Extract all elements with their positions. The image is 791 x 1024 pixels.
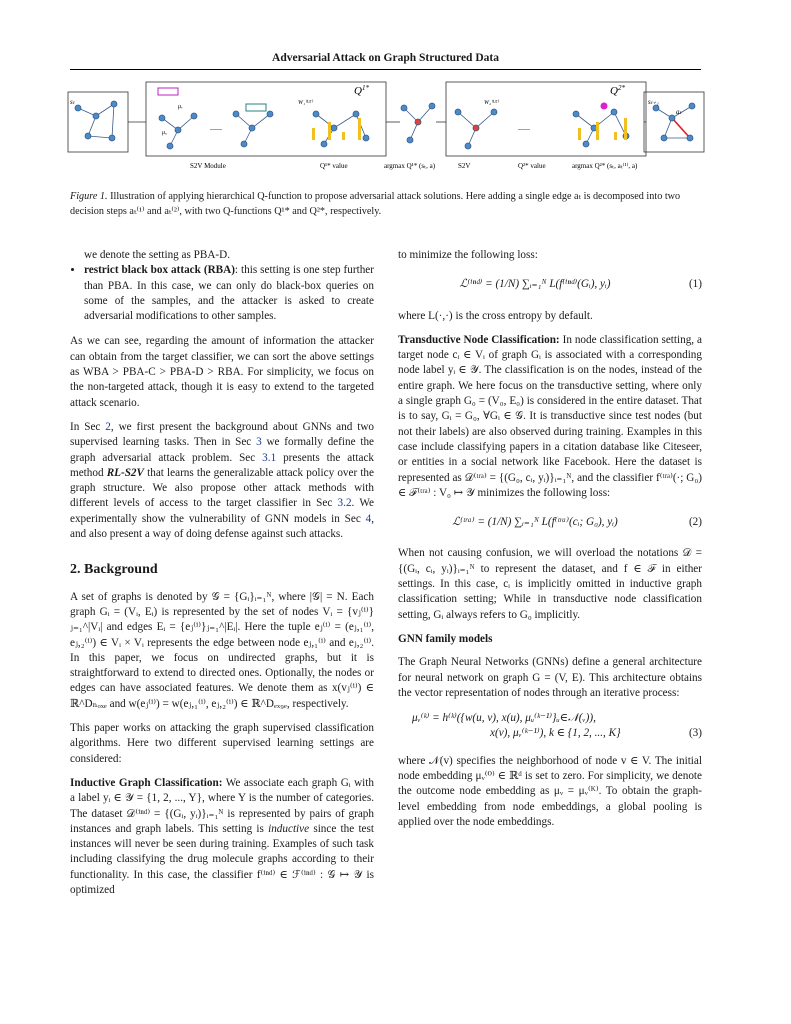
section-ref-link[interactable]: 2	[105, 420, 111, 433]
label-w1: W₁⁽¹ʲ²⁾	[298, 100, 313, 106]
equation-line-2: x(v), μᵥ⁽ᵏ⁻¹⁾), k ∈ {1, 2, ..., K} (3)	[398, 726, 702, 741]
label-q2-value: Q²* value	[518, 162, 546, 170]
graph-st	[75, 101, 117, 141]
paragraph: where 𝒩(v) specifies the neighborhood of node v ∈ V. The initial node embedding μᵥ⁽⁰⁾ ∈ ℝᵈ is set to zero. For simplicity, we denote the outcome node embedding as μᵥ = μᵥ⁽ᴷ⁾. To obtain the graph-level embedding from node embeddings, a global pooling is applied over the node embeddings.	[398, 754, 702, 828]
q1-letter: Q	[354, 85, 362, 97]
section-ref-link[interactable]: 4	[365, 512, 372, 525]
graph-after-argmax1	[401, 103, 435, 143]
paragraph: This paper works on attacking the graph supervised classification algorithms. Here two different supervised learning settings are considered:	[70, 722, 374, 765]
caption-label: Figure 1.	[70, 191, 108, 202]
section-heading: 2. Background	[70, 562, 158, 578]
q2-sup: 2*	[617, 84, 625, 92]
equation-body: ℒ⁽ᵗʳᵃ⁾ = (1/N) ∑ᵢ₌₁ᴺ L(f⁽ᵗʳᵃ⁾(cᵢ; G₀), yᵢ)	[452, 516, 618, 529]
equation-number: (2)	[688, 516, 702, 529]
method-name: RL-S2V	[106, 466, 144, 479]
label-w2: W₂⁽¹ʲ²⁾	[484, 100, 499, 106]
equation-2	[398, 515, 702, 530]
magenta-node	[601, 103, 608, 110]
rba-label: restrict black box attack (RBA)	[84, 264, 235, 277]
q1-sup: 1*	[361, 84, 369, 92]
paragraph: As we can see, regarding the amount of information the attacker can obtain from the target classifier, we can sort the above settings as WBA > PBA-C > PBA-D > RBA. For simplicity, we focus on the non-targeted attack, though it is easy to extend to the targeted attack scenario.	[70, 335, 374, 409]
equation-number: (1)	[688, 278, 702, 291]
panel-q1	[146, 82, 386, 156]
equation-body: ℒ⁽ⁱⁿᵈ⁾ = (1/N) ∑ᵢ₌₁ᴺ L(f⁽ⁱⁿᵈ⁾(Gᵢ), yᵢ)	[459, 278, 611, 291]
label-dots-1: ......	[210, 123, 222, 132]
caption-text: Illustration of applying hierarchical Q-function to propose adversarial attack solutions. Here adding a single edge aₜ is decomposed into two decision steps aₜ⁽¹⁾ and aₜ⁽²⁾, with two Q-functions Q¹* and Q²*, respectively.	[70, 191, 681, 217]
tnc-label: Transductive Node Classification:	[398, 333, 560, 346]
label-q1-value: Q¹* value	[320, 162, 348, 170]
label-dots-2: ......	[518, 123, 530, 132]
paragraph: When not causing confusion, we will overload the notations 𝒟 = {(Gᵢ, cᵢ, yᵢ)}ᵢ₌₁ᴺ to represent the dataset, and f ∈ ℱ in either settings. In this case, cᵢ is implicitly omitted in inductive graph classification setting; While in transductive node classification setting, Gᵢ always refers to G₀ implicitly.	[398, 547, 702, 621]
graph-q2b	[573, 109, 629, 147]
q2-letter: Q	[610, 85, 618, 97]
paragraph: to minimize the following loss:	[398, 249, 538, 261]
section-ref-link[interactable]: 3.2	[337, 497, 352, 510]
label-argmax2: argmax Q²* (sₜ, aₜ⁽¹⁾, a)	[572, 162, 638, 170]
section-ref-link[interactable]: 3	[256, 436, 262, 449]
label-argmax1: argmax Q¹* (sₜ, a)	[384, 162, 436, 170]
label-q2	[610, 84, 625, 97]
figure-1	[66, 78, 706, 178]
equation-number: (3)	[688, 727, 702, 740]
section-ref-link[interactable]: 3.1	[262, 451, 277, 464]
graph-q2	[455, 109, 497, 149]
subsection-heading: GNN family models	[398, 632, 493, 645]
paragraph-tnc: Transductive Node Classification: In node classification setting, a target node cᵢ ∈ Vᵢ of graph Gᵢ is associated with a corresponding node label yᵢ ∈ 𝒴. The classification is on the nodes, instead of the entire graph. We here focus on the transductive setting, where only a single graph G₀ = (V₀, E₀) is considered in the entire dataset. That is to say, Gᵢ = G₀, ∀Gᵢ ∈ 𝒢. It is transductive since test nodes (but not their labels) are also observed during training. Examples in this case include classifying papers in a citation database like Citeseer, or entities in a social network like Facebook. Here the dataset is represented as 𝒟⁽ᵗʳᵃ⁾ = {(G₀, cᵢ, yᵢ)}ᵢ₌₁ᴺ, and the classifier f⁽ᵗʳᵃ⁾(·; G₀) ∈ ℱ⁽ᵗʳᵃ⁾ : V₀ ↦ 𝒴 minimizes the following loss:	[398, 333, 702, 499]
graph-st1	[653, 103, 695, 141]
label-s2v: S2V	[458, 162, 471, 170]
paragraph-igc: Inductive Graph Classification: We associate each graph Gᵢ with a label yᵢ ∈ 𝒴 = {1, 2, ..., Y}, where Y is the number of categories. The dataset 𝒟⁽ⁱⁿᵈ⁾ = {(Gᵢ, yᵢ)}ᵢ₌₁ᴺ is represented by pairs of graph instances and graph labels. This setting is inductive since the test instances will never be seen during training. Examples of such task including classifying the drug molecule graphs according to their functionality. In this case, the classifier f⁽ⁱⁿᵈ⁾ ∈ ℱ⁽ⁱⁿᵈ⁾ : 𝒢 ↦ 𝒴 is optimized	[70, 776, 374, 896]
paragraph: The Graph Neural Networks (GNNs) define a general architecture for neural network on graph G = (V, E). This architecture obtains the vector representation of nodes through an iterative process:	[398, 656, 702, 699]
left-column	[70, 248, 374, 907]
paragraph: A set of graphs is denoted by 𝒢 = {Gᵢ}ᵢ₌₁ᴺ, where |𝒢| = N. Each graph Gᵢ = (Vᵢ, Eᵢ) is represented by the set of nodes Vᵢ = {vⱼ⁽ⁱ⁾}ⱼ₌₁^|Vᵢ| and edges Eᵢ = {eⱼ⁽ⁱ⁾}ⱼ₌₁^|Eᵢ|. Here the tuple eⱼ⁽ⁱ⁾ = (eⱼ,₁⁽ⁱ⁾, eⱼ,₂⁽ⁱ⁾) ∈ Vᵢ × Vᵢ represents the edge between node eⱼ,₁⁽ⁱ⁾ and eⱼ,₂⁽ⁱ⁾. In this paper, we focus on undirected graphs, but it is straightforward to extend to directed ones. Optionally, the nodes or edges can have associated features. We denote them as x(vⱼ⁽ⁱ⁾) ∈ ℝ^Dₙₒₓₑ and w(eⱼ⁽ⁱ⁾) = w(eⱼ,₁⁽ⁱ⁾, eⱼ,₂⁽ⁱ⁾) ∈ ℝ^Dₑₓ₉ₑ, respectively.	[70, 590, 374, 710]
equation-3	[398, 711, 702, 742]
label-mu-u: μᵤ	[162, 130, 167, 136]
rba-text: : this setting is one step further than PBA. In this case, we can only do black-box queries on some of the samples, and the attacker is asked to create adversarial modifications to other samples.	[84, 264, 374, 323]
label-mu-v: μᵥ	[178, 104, 183, 110]
label-st: sₜ	[70, 98, 75, 106]
label-st1: sₜ₊₁	[648, 98, 659, 106]
paragraph-outline: In Sec 2, we first present the background about GNNs and two supervised learning tasks. Then in Sec 3 we formally define the graph adversarial attack problem. Sec 3.1 presents the attack method RL-S2V that learns the generalizable attack policy over the graph structure. We also propose other attack methods with different levels of access to the target classifier in Sec 3.2. We experimentally show the vulnerability of GNN models in Sec 4, and also present a way of doing defense against such attacks.	[70, 420, 374, 541]
embedding-mu-u	[158, 88, 178, 95]
paragraph: where L(·,·) is the cross entropy by default.	[398, 309, 593, 322]
list-item	[70, 248, 374, 263]
label-q1	[354, 84, 369, 97]
panel-st	[68, 92, 128, 152]
embedding-teal	[246, 104, 266, 111]
list-item	[84, 263, 374, 324]
equation-line: μᵥ⁽ᵏ⁾ = h⁽ᵏ⁾({w(u, v), x(u), μᵤ⁽ᵏ⁻¹⁾}ᵤ∈𝒩(ᵥ)),	[412, 712, 596, 725]
figure-caption	[70, 190, 702, 219]
attack-settings-list	[70, 248, 374, 324]
label-at: aₜ	[676, 108, 682, 116]
igc-label: Inductive Graph Classification:	[70, 776, 223, 789]
graph-mid-2	[233, 111, 273, 147]
right-column	[398, 248, 702, 839]
pba-continuation: we denote the setting as PBA-D.	[84, 249, 231, 261]
running-head: Adversarial Attack on Graph Structured Data	[272, 52, 499, 64]
header-rule	[70, 69, 701, 70]
label-s2v-module: S2V Module	[190, 162, 226, 170]
equation-1	[398, 277, 702, 292]
